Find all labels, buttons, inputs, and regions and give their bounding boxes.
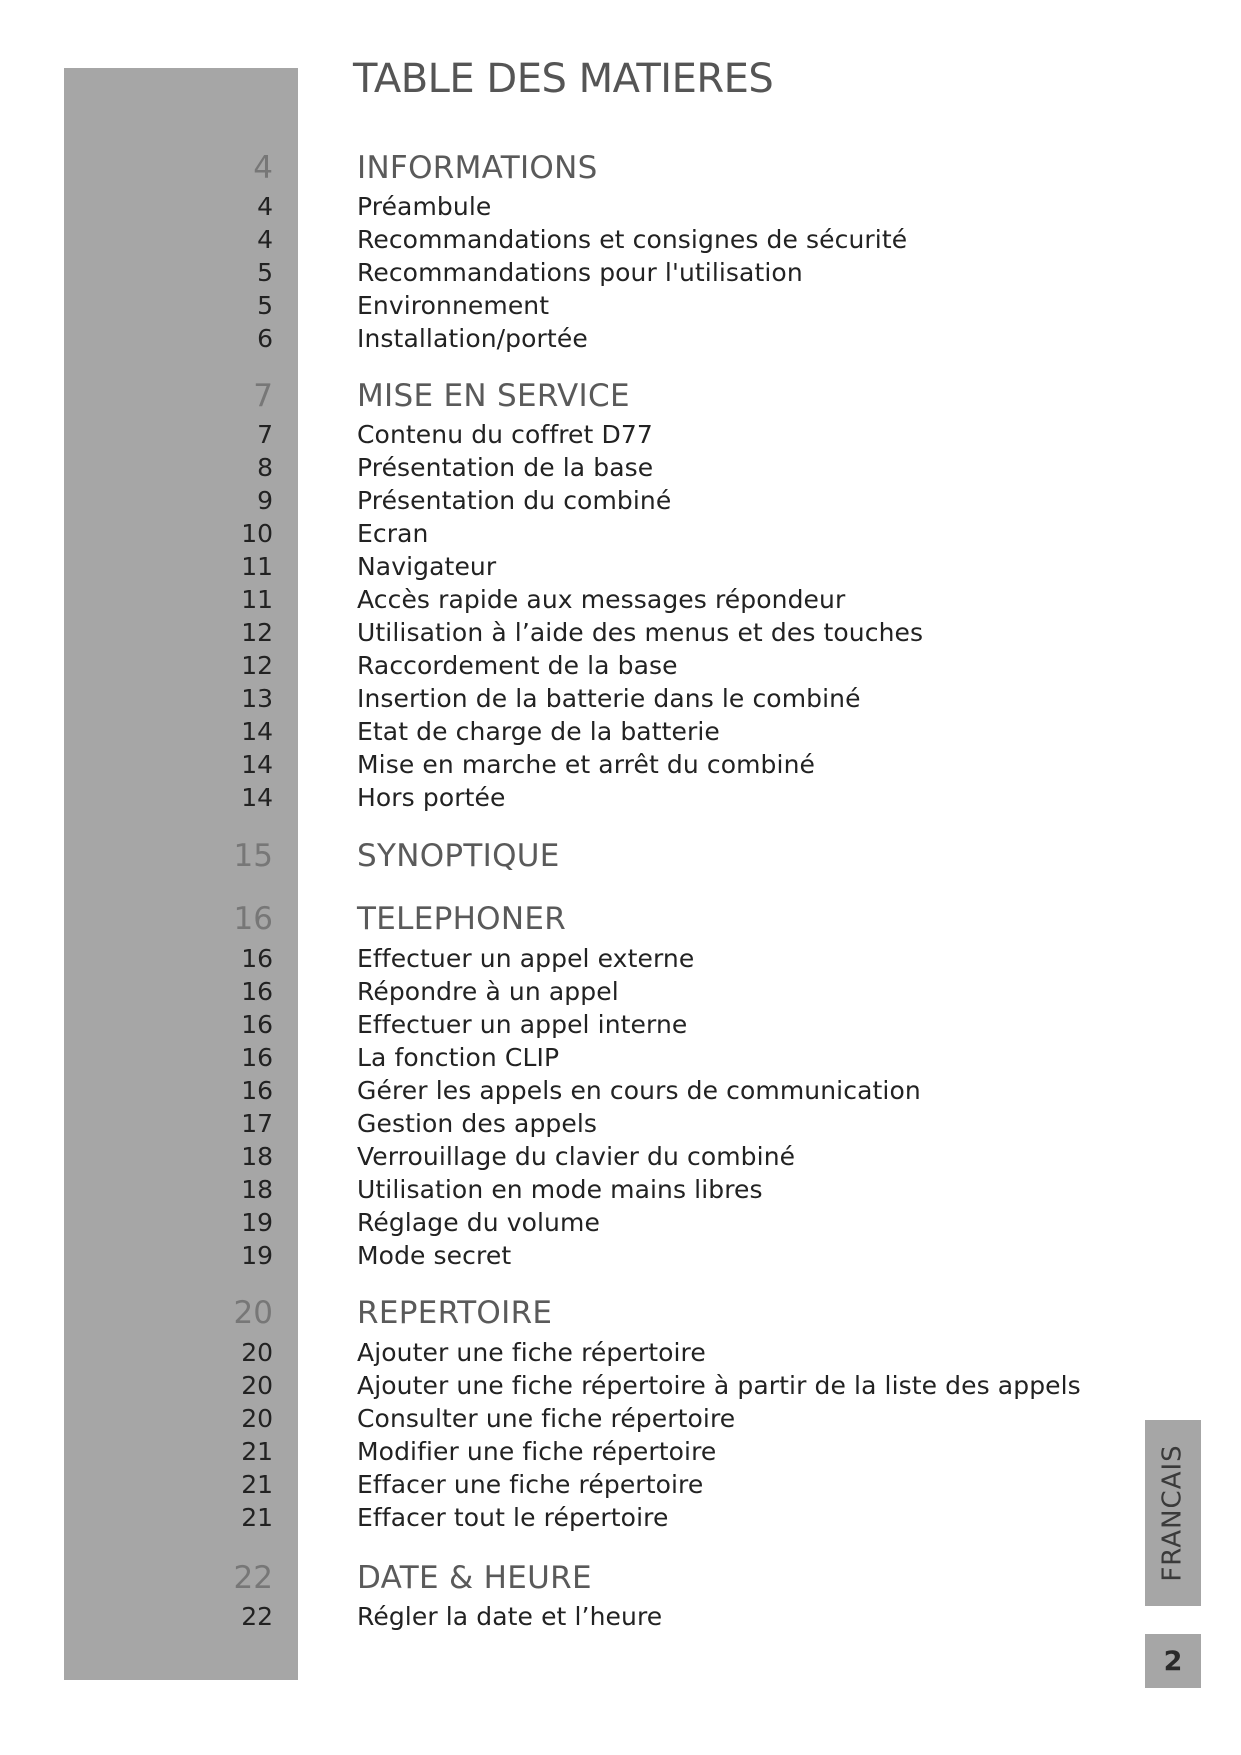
entry-page-number: 14 [241,783,273,812]
page-title: TABLE DES MATIERES [353,56,774,102]
entry-label: Ajouter une fiche répertoire à partir de la liste des appels [357,1371,1081,1400]
entry-label: La fonction CLIP [357,1043,560,1072]
entry-page-number: 12 [241,651,273,680]
entry-page-number: 8 [257,453,273,482]
entry-page-number: 20 [241,1338,273,1367]
language-label: FRANCAIS [1158,1444,1189,1582]
entry-page-number: 5 [257,258,273,287]
entry-page-number: 7 [257,420,273,449]
page-number: 2 [1145,1634,1201,1688]
entry-label: Effectuer un appel externe [357,944,695,973]
entry-page-number: 21 [241,1503,273,1532]
entry-label: Recommandations pour l'utilisation [357,258,803,287]
language-tab [1145,1420,1201,1606]
entry-label: Réglage du volume [357,1208,600,1237]
section-page-number: 4 [253,150,273,186]
entry-page-number: 21 [241,1470,273,1499]
entry-page-number: 20 [241,1371,273,1400]
entry-label: Régler la date et l’heure [357,1602,663,1631]
entry-page-number: 20 [241,1404,273,1433]
entry-label: Mise en marche et arrêt du combiné [357,750,816,779]
entry-label: Installation/portée [357,324,588,353]
entry-label: Accès rapide aux messages répondeur [357,585,846,614]
entry-page-number: 16 [241,1010,273,1039]
entry-page-number: 16 [241,944,273,973]
entry-label: Effacer tout le répertoire [357,1503,669,1532]
entry-label: Gestion des appels [357,1109,598,1138]
entry-label: Modifier une fiche répertoire [357,1437,717,1466]
entry-label: Insertion de la batterie dans le combiné [357,684,861,713]
entry-page-number: 9 [257,486,273,515]
entry-page-number: 6 [257,324,273,353]
entry-label: Présentation du combiné [357,486,672,515]
entry-label: Répondre à un appel [357,977,619,1006]
section-title: INFORMATIONS [357,150,598,186]
entry-page-number: 16 [241,977,273,1006]
entry-page-number: 12 [241,618,273,647]
entry-page-number: 19 [241,1241,273,1270]
entry-label: Effacer une fiche répertoire [357,1470,704,1499]
entry-label: Consulter une fiche répertoire [357,1404,736,1433]
entry-label: Présentation de la base [357,453,654,482]
entry-page-number: 18 [241,1142,273,1171]
entry-label: Recommandations et consignes de sécurité [357,225,908,254]
entry-page-number: 21 [241,1437,273,1466]
section-title: REPERTOIRE [357,1295,553,1331]
entry-page-number: 13 [241,684,273,713]
entry-page-number: 10 [241,519,273,548]
entry-label: Gérer les appels en cours de communication [357,1076,921,1105]
entry-label: Etat de charge de la batterie [357,717,720,746]
entry-page-number: 4 [257,192,273,221]
entry-page-number: 11 [241,552,273,581]
section-page-number: 16 [233,901,273,937]
entry-page-number: 4 [257,225,273,254]
entry-label: Effectuer un appel interne [357,1010,688,1039]
section-page-number: 20 [233,1295,273,1331]
entry-label: Verrouillage du clavier du combiné [357,1142,796,1171]
section-title: SYNOPTIQUE [357,838,560,874]
entry-label: Environnement [357,291,550,320]
entry-label: Navigateur [357,552,497,581]
entry-label: Raccordement de la base [357,651,678,680]
section-title: MISE EN SERVICE [357,378,630,414]
entry-page-number: 16 [241,1076,273,1105]
entry-label: Préambule [357,192,492,221]
entry-page-number: 11 [241,585,273,614]
entry-label: Ajouter une fiche répertoire [357,1338,706,1367]
entry-page-number: 19 [241,1208,273,1237]
section-title: TELEPHONER [357,901,567,937]
entry-page-number: 14 [241,717,273,746]
entry-page-number: 5 [257,291,273,320]
entry-page-number: 16 [241,1043,273,1072]
entry-label: Contenu du coffret D77 [357,420,653,449]
entry-page-number: 18 [241,1175,273,1204]
section-title: DATE & HEURE [357,1560,592,1596]
entry-page-number: 17 [241,1109,273,1138]
entry-label: Utilisation à l’aide des menus et des touches [357,618,924,647]
entry-label: Hors portée [357,783,506,812]
entry-label: Utilisation en mode mains libres [357,1175,763,1204]
section-page-number: 22 [233,1560,273,1596]
section-page-number: 7 [253,378,273,414]
entry-page-number: 14 [241,750,273,779]
entry-label: Ecran [357,519,429,548]
section-page-number: 15 [233,838,273,874]
entry-page-number: 22 [241,1602,273,1631]
entry-label: Mode secret [357,1241,512,1270]
